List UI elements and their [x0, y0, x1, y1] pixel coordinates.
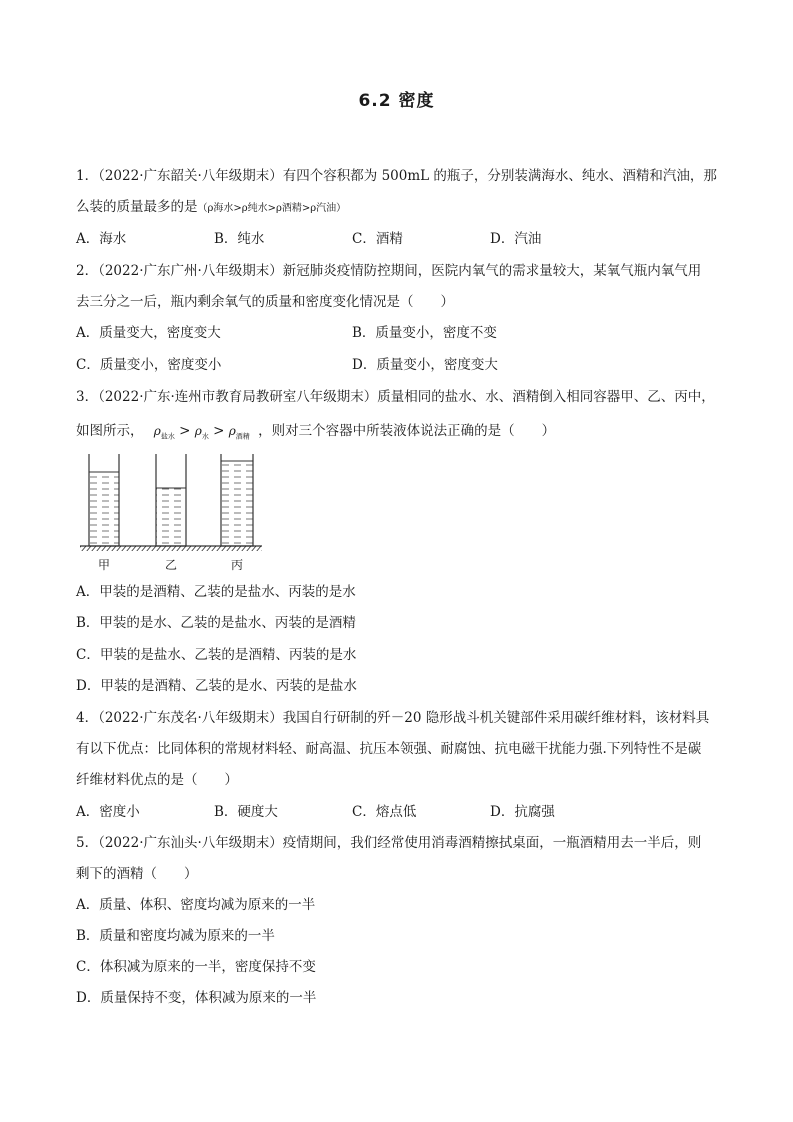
q5-line-1: 5．（2022·广东汕头·八年级期末）疫情期间，我们经常使用消毒酒精擦拭桌面，一瓶酒精用去一半后，则	[76, 835, 702, 851]
q1-option-c: C．酒精	[352, 231, 403, 247]
q3-option-d: D．甲装的是酒精、乙装的是水、丙装的是盐水	[76, 678, 357, 694]
q3-line-2-tail: ，则对三个容器中所装液体说法正确的是（ ）	[258, 423, 556, 439]
rho-sub-water: 水	[201, 432, 209, 441]
q3-line-1: 3．（2022·广东·连州市教育局教研室八年级期末）质量相同的盐水、水、酒精倒入相同容器甲、乙、丙中，	[76, 389, 715, 405]
q1-line-1: 1．（2022·广东韶关·八年级期末）有四个容积都为 500mL 的瓶子，分别装满海水、纯水、酒精和汽油，那	[76, 168, 717, 184]
q4-option-d: D．抗腐强	[490, 804, 555, 820]
rho-symbol: ρ	[228, 424, 236, 438]
q1-option-d: D．汽油	[490, 231, 542, 247]
q4-line-3: 纤维材料优点的是（ ）	[76, 772, 238, 788]
ground-hatch	[80, 546, 262, 551]
rho-symbol: ρ	[194, 424, 202, 438]
page-title: 6.2 密度	[358, 91, 435, 111]
q1-option-b: B．纯水	[214, 231, 265, 247]
rho-symbol: ρ	[153, 424, 161, 438]
q3-density-expression	[154, 423, 254, 439]
q3-line-2-text: 如图所示，	[76, 423, 144, 439]
q3-option-a: A．甲装的是酒精、乙装的是盐水、丙装的是水	[76, 584, 356, 600]
q2-option-a: A．质量变大，密度变大	[76, 325, 221, 341]
q4-option-c: C．熔点低	[352, 804, 417, 820]
q1-option-a: A．海水	[76, 231, 127, 247]
gt-symbol: >	[179, 423, 191, 439]
q5-option-a: A．质量、体积、密度均减为原来的一半	[76, 897, 316, 913]
q2-option-b: B．质量变小，密度不变	[352, 325, 497, 341]
q4-option-b: B．硬度大	[214, 804, 278, 820]
container-jia	[89, 454, 119, 546]
q4-option-a: A．密度小	[76, 804, 140, 820]
q3-option-c: C．甲装的是盐水、乙装的是酒精、丙装的是水	[76, 647, 357, 663]
q5-option-d: D．质量保持不变，体积减为原来的一半	[76, 990, 317, 1006]
q4-line-1: 4．（2022·广东茂名·八年级期末）我国自行研制的歼－20 隐形战斗机关键部件采用碳纤维材料，该材料具	[76, 710, 710, 726]
q1-line-2-text: 么装的质量最多的是	[76, 199, 198, 215]
container-bing	[221, 454, 253, 546]
label-jia: 甲	[98, 558, 111, 572]
q5-line-2: 剩下的酒精（ ）	[76, 866, 198, 882]
q5-option-c: C．体积减为原来的一半，密度保持不变	[76, 959, 316, 975]
q1-line-2	[76, 197, 726, 219]
q2-option-d: D．质量变小，密度变大	[352, 357, 498, 373]
q3-option-b: B．甲装的是水、乙装的是盐水、丙装的是酒精	[76, 615, 356, 631]
containers-diagram	[76, 450, 266, 560]
label-yi: 乙	[165, 558, 178, 572]
q5-option-b: B．质量和密度均减为原来的一半	[76, 928, 275, 944]
q2-line-1: 2．（2022·广东广州·八年级期末）新冠肺炎疫情防控期间，医院内氧气的需求量较大，某氧气瓶内氧气用	[76, 263, 702, 279]
gt-symbol: >	[213, 423, 225, 439]
q2-option-c: C．质量变小，密度变小	[76, 357, 222, 373]
q2-line-2: 去三分之一后，瓶内剩余氧气的质量和密度变化情况是（ ）	[76, 294, 454, 310]
q4-line-2: 有以下优点：比同体积的常规材料轻、耐高温、抗压本领强、耐腐蚀、抗电磁干扰能力强.下列特性不是碳	[76, 741, 702, 757]
rho-sub-brine: 盐水	[160, 432, 175, 441]
label-bing: 丙	[231, 558, 244, 572]
rho-sub-alcohol: 酒精	[235, 432, 250, 441]
container-yi	[156, 454, 186, 546]
q3-line-2	[76, 421, 726, 446]
q1-density-note: （ρ海水>ρ纯水>ρ酒精>ρ汽油）	[197, 203, 347, 214]
